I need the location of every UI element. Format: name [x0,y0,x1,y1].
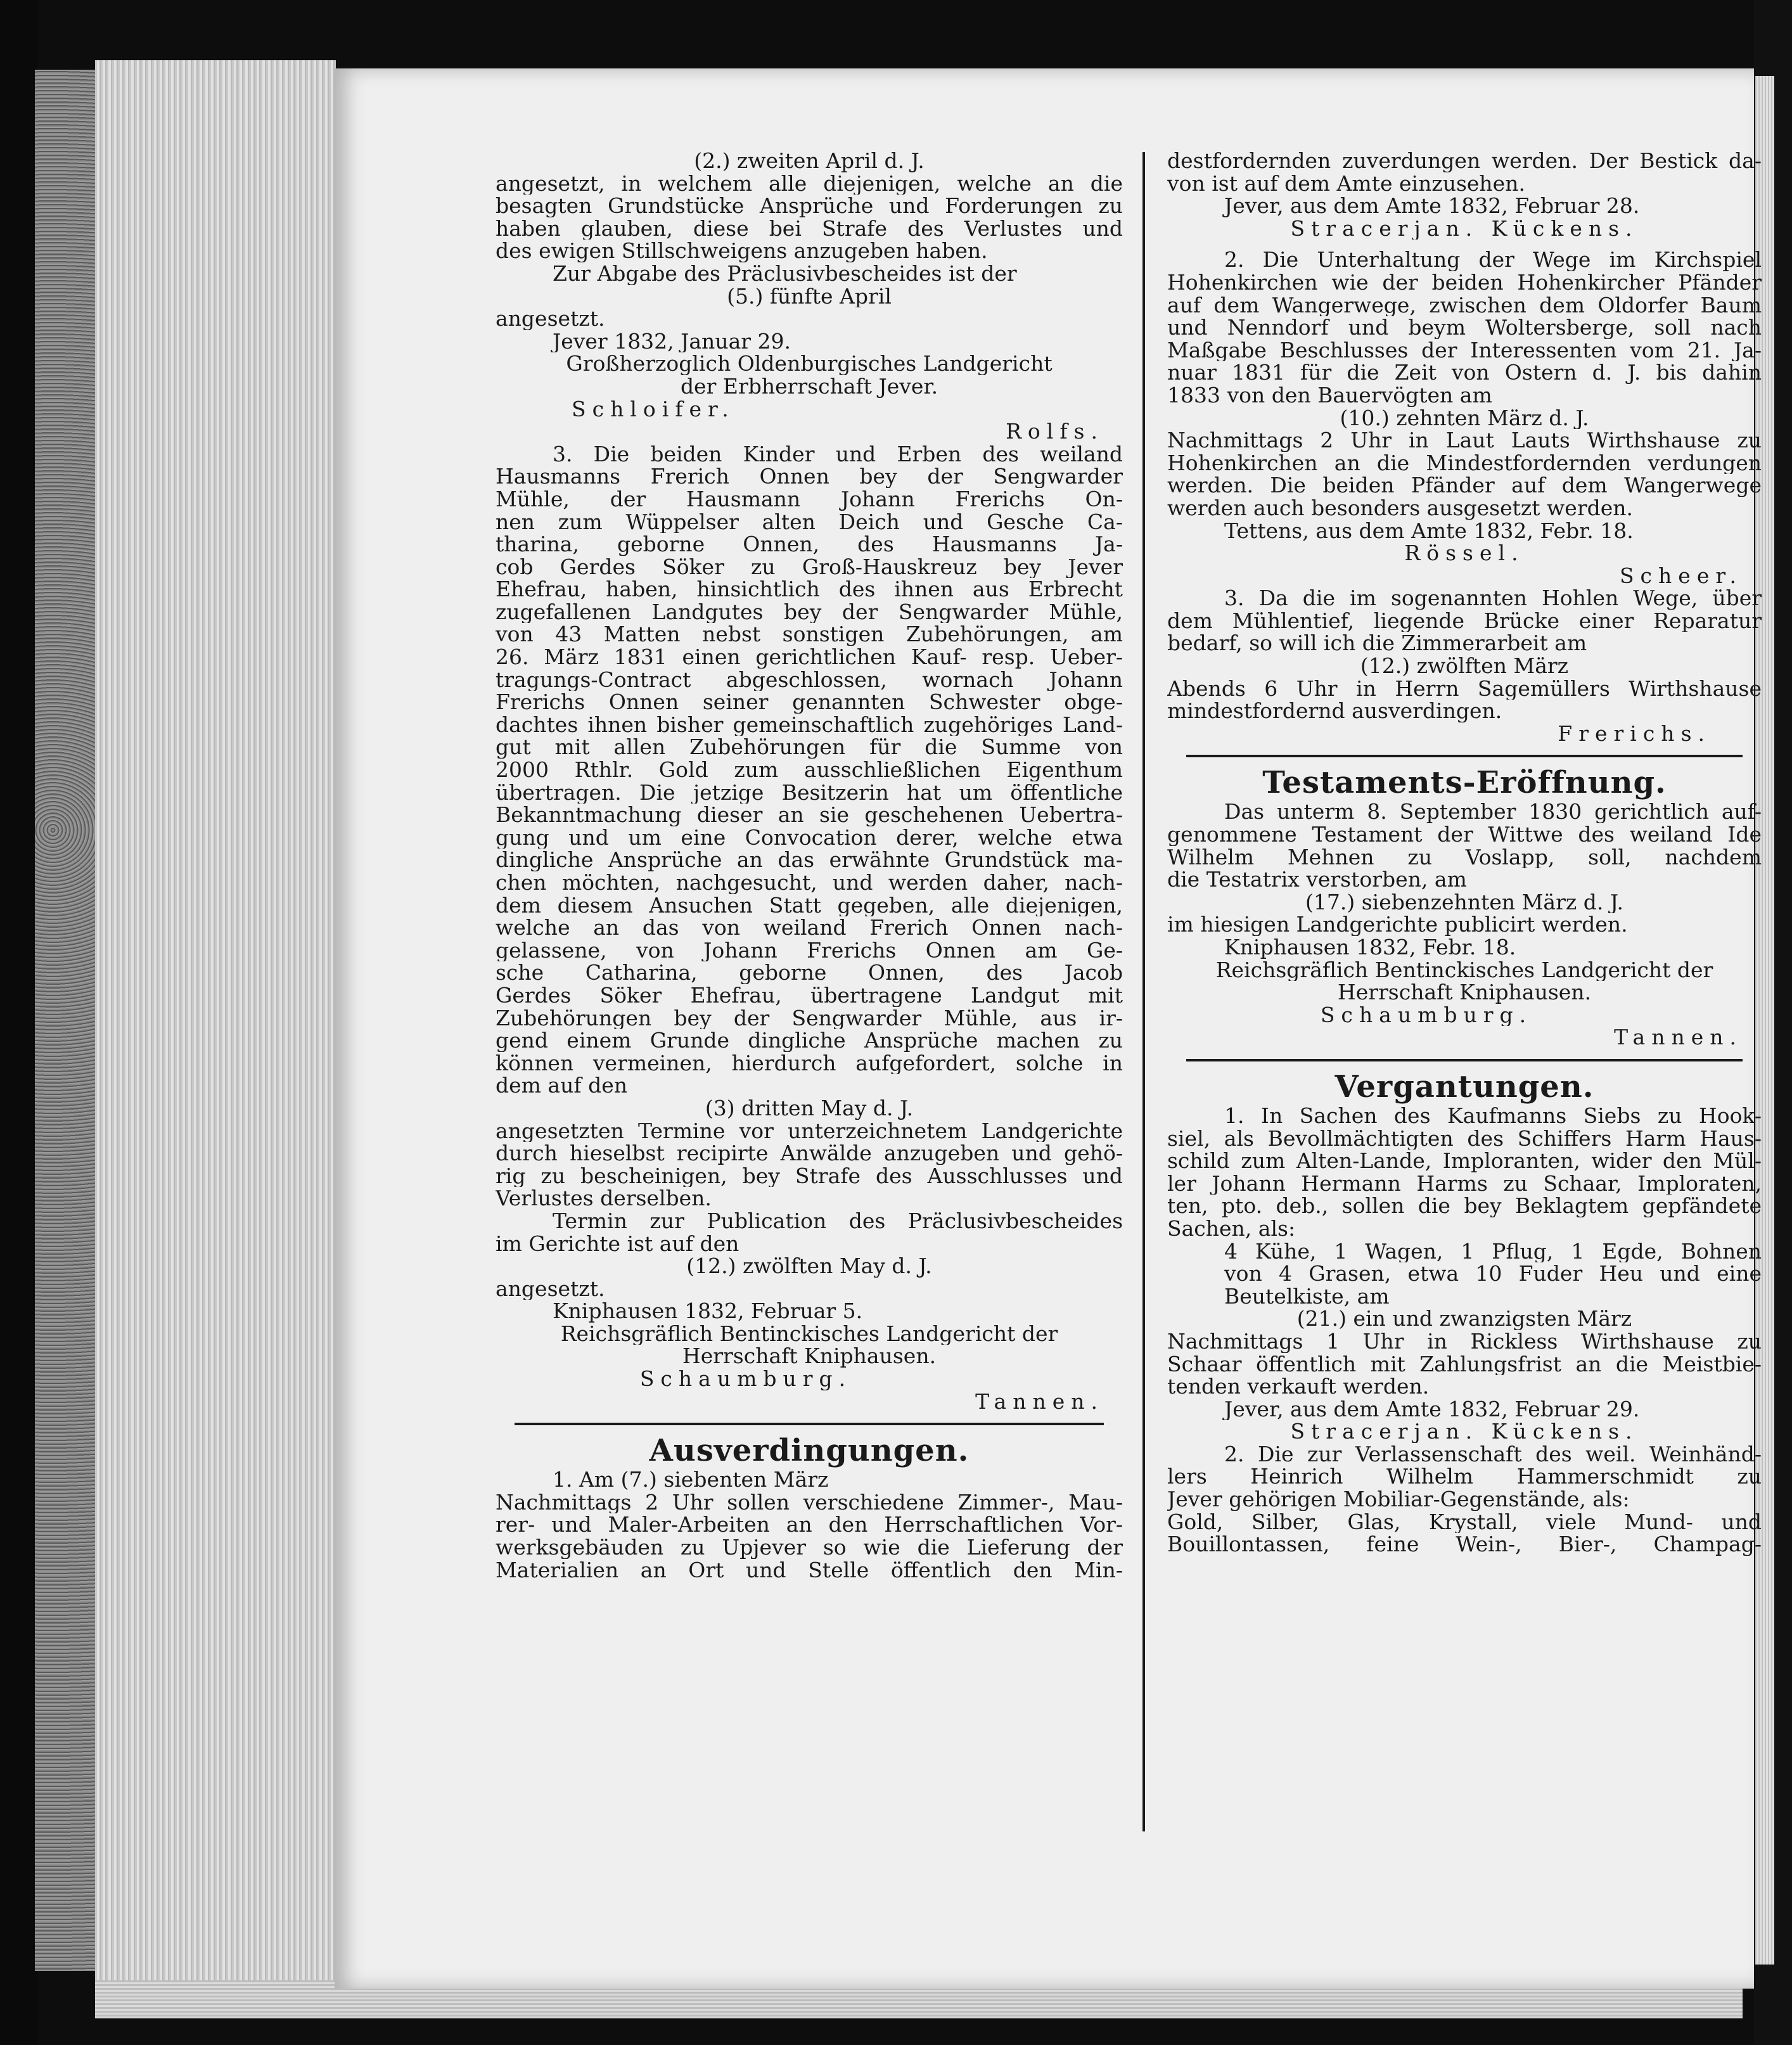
text-line: lers Heinrich Wilhelm Hammerschmidt zu [1167,1465,1762,1489]
text-line: (17.) siebenzehnten März d. J. [1305,890,1623,914]
text-line: Zubehörungen bey der Sengwarder Mühle, aus ir- [496,1006,1123,1030]
signature: Frerichs. [1558,722,1711,745]
vergantungen-notice-1 [1167,1105,1762,1443]
text-line: 1. Am (7.) siebenten März [553,1468,829,1491]
text-line: Kniphausen 1832, Febr. 18. [1224,936,1516,959]
text-line: gut mit allen Zubehörungen für die Summe von [496,736,1123,759]
left-column [496,150,1123,1581]
text-line: durch hieselbst recipirte Anwälde anzugeben und gehö- [496,1142,1123,1165]
text-line: 1. In Sachen des Kaufmanns Siebs zu Hook- [1224,1104,1762,1127]
text-line: dem auf den [496,1074,627,1097]
text-line: werden auch besonders ausgesetzt werden. [1167,496,1633,520]
text-line: dachtes ihnen bisher gemeinschaftlich zugehöriges Land- [496,713,1123,736]
text-line: angesetzt. [496,307,605,330]
text-line: welche an das von weiland Frerich Onnen nach- [496,916,1123,939]
text-line: haben glauben, diese bei Strafe des Verlustes und [496,217,1123,240]
text-line: im hiesigen Landgerichte publicirt werden. [1167,913,1628,936]
text-line: Tettens, aus dem Amte 1832, Febr. 18. [1224,519,1634,542]
testament-notice [1167,800,1762,1049]
text-line: Reichsgräflich Bentinckisches Landgericht der [560,1322,1058,1345]
text-line: 1833 von den Bauervögten am [1167,383,1492,407]
text-line: nen zum Wüppelser alten Deich und Gesche Ca- [496,510,1123,534]
text-line: Das unterm 8. September 1830 gerichtlich auf- [1224,800,1762,824]
notice-3-right [1167,587,1762,745]
text-line: dem diesem Ansuchen Statt gegeben, alle diejenigen, [496,894,1123,917]
text-line: werksgebäuden zu Upjever so wie die Lieferung der [496,1536,1123,1559]
text-line: Abends 6 Uhr in Herrn Sagemüllers Wirthshause [1167,677,1762,700]
text-line: Beutelkiste, am [1224,1285,1390,1308]
text-line: (10.) zehnten März d. J. [1340,406,1589,430]
text-line: Jever gehörigen Mobiliar-Gegenstände, als: [1167,1488,1630,1511]
text-line: (2.) zweiten April d. J. [694,150,925,172]
text-line: und Nenndorf und beym Woltersberge, soll nach [1167,316,1762,339]
text-line: rer- und Maler-Arbeiten an den Herrschaftlichen Vor- [496,1513,1123,1537]
text-line: von 4 Grasen, etwa 10 Fuder Heu und eine [1224,1262,1762,1285]
signature: Schloifer. [572,397,735,421]
text-line: werden. Die beiden Pfänder auf dem Wangerwege [1167,474,1762,497]
text-line: des ewigen Stillschweigens anzugeben haben. [496,240,988,262]
text-line: siel, als Bevollmächtigten des Schiffers Harm Haus- [1167,1127,1762,1150]
text-line: tragungs-Contract abgeschlossen, wornach Johann [496,668,1123,691]
text-line: destfordernden zuverdungen werden. Der Bestick da- [1167,150,1762,172]
text-line: (5.) fünfte April [727,285,892,308]
text-line: Hausmanns Frerich Onnen bey der Sengwarder [496,465,1123,488]
signature: Stracerjan. Kückens. [1290,1420,1639,1443]
text-line: dingliche Ansprüche an das erwähnte Grundstück ma- [496,849,1123,871]
section-title-testament: Testaments-Eröffnung. [1262,765,1667,801]
text-line: Ehefrau, haben, hinsichtlich des ihnen aus Erbrecht [496,578,1123,601]
text-line: Sachen, als: [1167,1217,1296,1240]
text-line: sche Catharina, geborne Onnen, des Jacob [496,961,1123,984]
text-line: 3. Da die im sogenannten Hohlen Wege, über [1224,587,1762,610]
text-line: Hohenkirchen an die Mindestfordernden verdungen [1167,451,1762,475]
section-title-ausverdingungen: Ausverdingungen. [649,1433,970,1469]
page-stack-edge [95,60,336,1984]
section-title-vergantungen: Vergantungen. [1334,1068,1594,1105]
signature: Tannen. [975,1390,1104,1413]
text-line: Gold, Silber, Glas, Krystall, viele Mund- und [1167,1510,1762,1534]
text-line: Kniphausen 1832, Februar 5. [553,1300,863,1323]
text-line: 2000 Rthlr. Gold zum ausschließlichen Eigenthum [496,759,1123,781]
text-line: auf dem Wangerwege, zwischen dem Oldorfer Baum [1167,293,1762,317]
section-rule [515,1423,1104,1425]
text-line: Großherzoglich Oldenburgisches Landgericht [566,352,1053,375]
text-line: besagten Grundstücke Ansprüche und Forderungen zu [496,195,1123,217]
text-line: 26. März 1831 einen gerichtlichen Kauf- resp. Ueber- [496,646,1123,669]
signature: Tannen. [1614,1026,1743,1049]
text-line: gelassene, von Johann Frerichs Onnen am Ge- [496,939,1123,962]
text-line: Bekanntmachung dieser an sie geschehenen Uebertra- [496,804,1123,826]
text-line: Zur Abgabe des Präclusivbescheides ist der [553,262,1017,285]
text-line: tharina, geborne Onnen, des Hausmanns Ja- [496,533,1123,556]
text-line: Materialien an Ort und Stelle öffentlich den Min- [496,1558,1123,1582]
text-line: Nachmittags 2 Uhr in Laut Lauts Wirthshause zu [1167,429,1762,452]
text-line: 4 Kühe, 1 Wagen, 1 Pflug, 1 Egde, Bohnen [1224,1240,1762,1263]
text-line: können vermeinen, hierdurch aufgefordert, solche in [496,1051,1123,1075]
text-line: Maßgabe Beschlusses der Interessenten vom 21. Ja- [1167,338,1762,362]
text-line: Bouillontassen, feine Wein-, Bier-, Champag- [1167,1533,1762,1556]
text-line: 2. Die Unterhaltung der Wege im Kirchspiel [1224,248,1762,271]
text-line: übertragen. Die jetzige Besitzerin hat um öffentliche [496,781,1123,804]
text-line: angesetzt, in welchem alle diejenigen, welche an die [496,172,1123,195]
section-rule [1186,1059,1743,1061]
text-line: Jever, aus dem Amte 1832, Februar 29. [1224,1397,1640,1421]
text-line: rig zu bescheinigen, bey Strafe des Ausschlusses und [496,1164,1123,1188]
signature: Rolfs. [1006,420,1104,443]
text-line: zugefallenen Landgutes bey der Sengwarder Mühle, [496,600,1123,624]
text-line: Jever, aus dem Amte 1832, Februar 28. [1224,195,1640,217]
text-line: Reichsgräflich Bentinckisches Landgericht der [1215,958,1713,982]
vergantungen-notice-2 [1167,1443,1762,1556]
text-line: gung und um eine Convocation derer, welche etwa [496,826,1123,849]
signature: Schaumburg. [639,1368,852,1390]
notice-continued [496,150,1123,443]
text-line: tenden verkauft werden. [1167,1375,1430,1398]
text-line: genommene Testament der Wittwe des weiland Ide [1167,823,1762,846]
text-line: nuar 1831 für die Zeit von Ostern d. J. bis dahin [1167,361,1762,384]
column-divider [1142,152,1145,1831]
ausverdingungen-notice-1 [496,1468,1123,1581]
notice-3 [496,443,1123,1413]
text-line: Frerichs Onnen seiner genannten Schwester obge- [496,691,1123,714]
right-column [1167,150,1762,1556]
text-line: Nachmittags 2 Uhr sollen verschiedene Zimmer-, Mau- [496,1490,1123,1514]
text-line: angesetzt. [496,1277,605,1300]
text-line: von ist auf dem Amte einzusehen. [1167,172,1525,195]
text-line: 3. Die beiden Kinder und Erben des weiland [553,442,1123,466]
text-line: (3) dritten May d. J. [705,1096,914,1120]
text-line: bedarf, so will ich die Zimmerarbeit am [1167,632,1587,655]
text-line: Termin zur Publication des Präclusivbescheides [553,1209,1123,1233]
text-line: (12.) zwölften März [1360,655,1569,677]
text-line: gend einem Grunde dingliche Ansprüche machen zu [496,1029,1123,1052]
book-cover-edge [35,70,97,1971]
text-line: Gerdes Söker Ehefrau, übertragene Landgut mit [496,984,1123,1007]
text-line: mindestfordernd ausverdingen. [1167,700,1502,722]
text-line: Schaar öffentlich mit Zahlungsfrist an die Meistbie- [1167,1352,1762,1376]
text-line: schild zum Alten-Lande, Imploranten, wider den Mül- [1167,1150,1762,1172]
text-line: Hohenkirchen wie der beiden Hohenkircher Pfänder [1167,271,1762,294]
text-line: chen möchten, nachgesucht, und werden daher, nach- [496,871,1123,894]
signature: Scheer. [1619,564,1743,587]
text-line: Verlustes derselben. [496,1187,712,1210]
signature: Schaumburg. [1320,1003,1533,1027]
text-line: Mühle, der Hausmann Johann Frerichs On- [496,487,1123,511]
text-line: cob Gerdes Söker zu Groß-Hauskreuz bey Jever [496,555,1123,579]
notice-2-right [1167,248,1762,587]
text-line: die Testatrix verstorben, am [1167,868,1467,891]
text-line: ten, pto. deb., sollen die bey Beklagtem gepfändete [1167,1195,1762,1217]
text-line: angesetzten Termine vor unterzeichnetem Landgerichte [496,1119,1123,1143]
text-line: Nachmittags 1 Uhr in Rickless Wirthshause zu [1167,1330,1762,1353]
signature: Stracerjan. Kückens. [1290,217,1639,240]
text-line: (21.) ein und zwanzigsten März [1296,1307,1632,1330]
text-line: im Gerichte ist auf den [496,1232,739,1255]
text-line: Herrschaft Kniphausen. [1337,981,1592,1004]
text-line: (12.) zwölften May d. J. [686,1255,932,1278]
text-line: Wilhelm Mehnen zu Voslapp, soll, nachdem [1167,845,1762,869]
notice-continued-right [1167,150,1762,240]
text-line: der Erbherrschaft Jever. [680,375,938,398]
text-line: Jever 1832, Januar 29. [553,330,791,353]
text-line: ler Johann Hermann Harms zu Schaar, Imploraten, [1167,1172,1762,1195]
signature: Rössel. [1404,542,1525,565]
text-line: Herrschaft Kniphausen. [682,1345,937,1368]
text-line: von 43 Matten nebst sonstigen Zubehörungen, am [496,623,1123,646]
scan-background [0,0,38,2045]
spacer [1167,240,1762,248]
text-line: 2. Die zur Verlassenschaft des weil. Weinhänd- [1224,1442,1762,1466]
text-line: dem Mühlentief, liegende Brücke einer Reparatur [1167,609,1762,632]
section-rule [1186,755,1743,757]
